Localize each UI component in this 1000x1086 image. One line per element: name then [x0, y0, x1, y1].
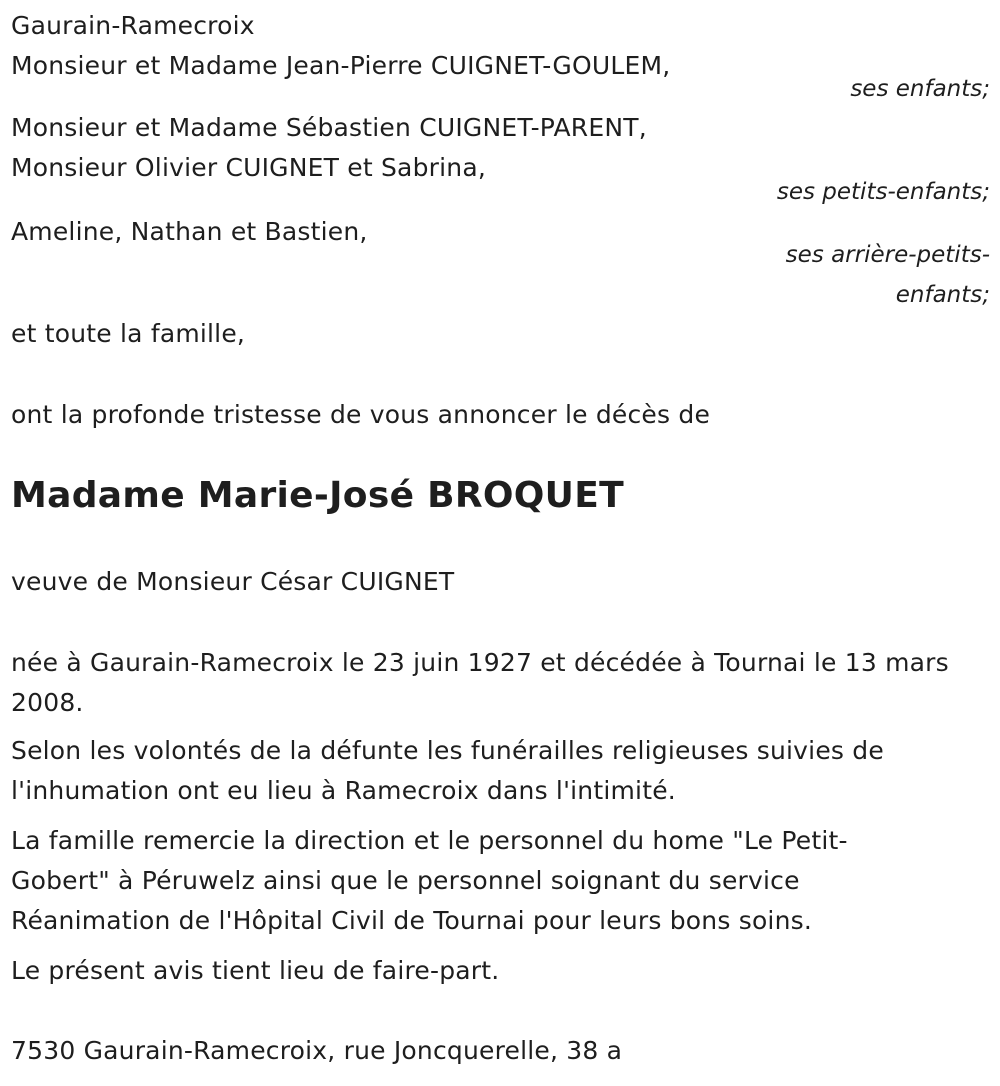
grandchildren-line-2: Monsieur Olivier CUIGNET et Sabrina,: [11, 153, 486, 182]
announcement-intro: ont la profonde tristesse de vous annoncer le décès de: [11, 400, 711, 429]
widow-of-line: veuve de Monsieur César CUIGNET: [11, 567, 455, 596]
children-line: Monsieur et Madame Jean-Pierre CUIGNET-GOULEM,: [11, 51, 671, 80]
grandchildren-line-1: Monsieur et Madame Sébastien CUIGNET-PARENT,: [11, 113, 647, 142]
funeral-line-2: l'inhumation ont eu lieu à Ramecroix dans l'intimité.: [11, 776, 676, 805]
great-grandchildren-line: Ameline, Nathan et Bastien,: [11, 217, 368, 246]
thanks-line-2: Gobert" à Péruwelz ainsi que le personnel soignant du service: [11, 866, 800, 895]
great-grandchildren-label-1: ses arrière-petits-: [785, 242, 990, 268]
children-label: ses enfants;: [850, 76, 990, 102]
family-line: et toute la famille,: [11, 319, 246, 348]
birth-death-line-2: 2008.: [11, 688, 84, 717]
deceased-name: Madame Marie-José BROQUET: [11, 475, 624, 516]
birth-death-line-1: née à Gaurain-Ramecroix le 23 juin 1927 et décédée à Tournai le 13 mars: [11, 648, 949, 677]
funeral-line-1: Selon les volontés de la défunte les funérailles religieuses suivies de: [11, 736, 884, 765]
great-grandchildren-label-2: enfants;: [895, 282, 990, 308]
header-location: Gaurain-Ramecroix: [11, 11, 255, 40]
thanks-line-1: La famille remercie la direction et le personnel du home "Le Petit-: [11, 826, 848, 855]
thanks-line-3: Réanimation de l'Hôpital Civil de Tournai pour leurs bons soins.: [11, 906, 812, 935]
notice-line: Le présent avis tient lieu de faire-part.: [11, 956, 500, 985]
grandchildren-label: ses petits-enfants;: [776, 179, 990, 205]
address-line: 7530 Gaurain-Ramecroix, rue Joncquerelle, 38 a: [11, 1036, 623, 1065]
